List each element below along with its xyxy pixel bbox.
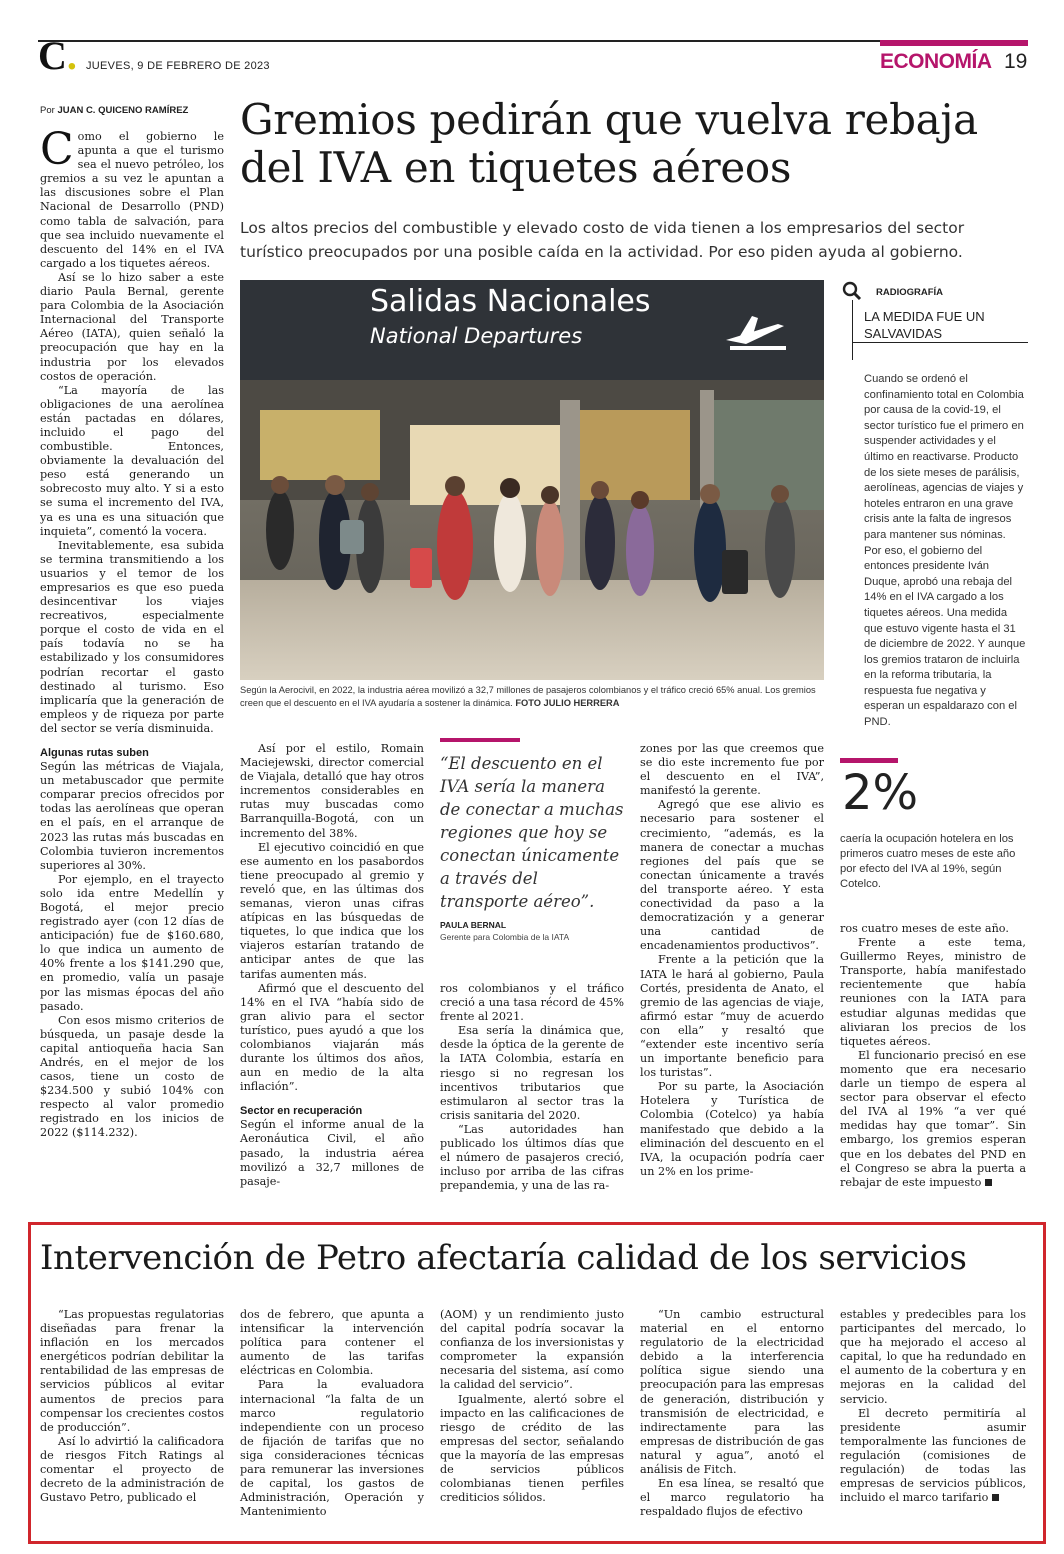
pull-quote-role: Gerente para Colombia de la IATA xyxy=(440,932,570,942)
stat-accent-bar xyxy=(840,758,898,763)
sidebar-rule-horizontal xyxy=(852,342,1028,343)
stat-value: 2% xyxy=(842,765,919,821)
sidebar-body: Cuando se ordenó el confinamiento total en Colombia por causa de la covid-19, el sector turístico fue el primero en suspender actividades y el último en reactivarse. Producto de los siete meses de parálisis, aerolíneas, agencias de viajes y hoteles entraron en una grave crisis ante la falta de ingresos para mantener sus nóminas. Por eso, el gobierno del entonces presidente Iván Duque, aprobó una rebaja del 14% en el IVA cargado a los tiquetes aéreos. Una medida que estuvo vigente hasta el 31 de diciembre de 2022. Y aunque los gremios trataron de incluirla en la reforma tributaria, la respuesta fue negativa y esperan un espaldarazo con el PND. xyxy=(864,373,1026,729)
second-article-headline: Intervención de Petro afectaría calidad de los servicios xyxy=(40,1238,967,1278)
subheading: Algunas rutas suben xyxy=(40,747,149,760)
pull-quote-name: PAULA BERNAL xyxy=(440,920,507,930)
section-label: ECONOMÍA xyxy=(880,50,992,73)
article-column-4: zones por las que creemos que se dio este incremento fue por el descuento en el IVA”, manifestó la gerente. Agregó que ese alivio es necesario para sostener el crecimiento, “además, es la manera de conectar a muchas regiones del país que se conectan únicamente a través del transporte aéreo. Y esta conectividad da paso a la democratización y a generar una cantidad de encadenamientos productivos”. Frente a la petición que la IATA le hará al gobierno, Paula Cortés, presidenta de Anato, el gremio de las agencias de viaje, afirmó estar “muy de acuerdo con ella” y resaltó que “extender este incentivo sería un importante beneficio para los turistas”. Por su parte, la Asociación Hotelera y Turística de Colombia (Cotelco) ya había manifestado que debido a la eliminación del descuento en el IVA, la ocupación podría caer un 2% en los prime- xyxy=(640,742,824,1178)
article-column-2: Así por el estilo, Romain Maciejewski, director comercial de Viajala, detalló que hay otros incrementos considerables en rutas muy buscadas como Barranquilla-Bogotá, con un incremento del 38%. El ejecutivo coincidió en que ese aumento en los pasabordos tiene preocupado al gremio y reveló que, en las últimas dos semanas, vieron unas cifras atípicas en las búsquedas de tiquetes, lo que indica que los viajeros estarían tratando de anticipar antes de que las tarifas aumenten más. Afirmó que el descuento del 14% en el IVA “había sido de gran alivio para el sector turístico, pues ayudó a que los colombianos viajarán más durante los últimos dos años, aun en medio de la alta inflación”. Sector en recuperación Según el informe anual de la Aeronáutica Civil, el año pasado, la industria aérea movilizó a 32,7 millones de pasaje- xyxy=(240,742,424,1188)
second-article-column-1: “Las propuestas regulatorias diseñadas para frenar la inflación en los mercados energéticos podrían debilitar la rentabilidad de las empresas de servicios públicos al evitar aumentos de precios para compensar los crecientes costos de producción”. Así lo advirtió la calificadora de riesgos Fitch Ratings al comentar el proyecto de decreto de la administración de Gustavo Petro, publicado el xyxy=(40,1308,224,1505)
photo-caption: Según la Aerocivil, en 2022, la industria aérea movilizó a 32,7 millones de pasajeros colombianos y el tráfico creció 65% anual. Los gremios creen que el descuento en el IVA ayudaría a sostener la dinámica. FOTO JULIO HERRERA xyxy=(240,685,816,708)
dropcap: C xyxy=(40,124,74,175)
second-article-column-3: (AOM) y un rendimiento justo del capital podría socavar la confianza de los inversionistas y comprometer la expansión necesaria del sistema, así como la calidad del servicio”. Igualmente, alertó sobre el impacto en las calificaciones de riesgo de crédito de las empresas del sector, señalando que la mayoría de las empresas de servicios públicos colombianas tienen perfiles crediticios sólidos. xyxy=(440,1308,624,1505)
pull-quote: “El descuento en el IVA sería la manera de conectar a muchas regiones que hoy se conectan únicamente a través del transporte aéreo”. xyxy=(440,754,624,911)
sidebar-label: RADIOGRAFÍA xyxy=(876,287,944,298)
departures-sign-en: National Departures xyxy=(370,324,583,348)
subheading: Sector en recuperación xyxy=(240,1105,363,1118)
article-column-3: ros colombianos y el tráfico creció a una tasa récord de 45% frente al 2021. Esa sería la dinámica que, desde la óptica de la gerente de la IATA Colombia, estaría en riesgo si no regresan los incentivos tributarios que estimularon al sector tras la crisis sanitaria del 2020. “Las autoridades han publicado los últimos días que el número de pasajeros creció, incluso por arriba de las cifras prepandemia, y una de las ra- xyxy=(440,982,624,1193)
sidebar-title: LA MEDIDA FUE UN SALVAVIDAS xyxy=(864,309,985,341)
page-number: 19 xyxy=(1004,50,1028,73)
end-mark xyxy=(992,1494,999,1501)
magnifier-icon xyxy=(842,281,862,301)
article-deck: Los altos precios del combustible y elevado costo de vida tienen a los empresarios del sector turístico preocupados por una posible caída en la actividad. Por eso piden ayuda al gobierno. xyxy=(240,219,965,261)
issue-date: JUEVES, 9 DE FEBRERO DE 2023 xyxy=(86,60,270,72)
byline: Por JUAN C. QUICENO RAMÍREZ xyxy=(40,105,189,116)
second-article-column-4: “Un cambio estructural material en el entorno regulatorio de la electricidad debido a la interferencia política sigue siendo una preocupación para las empresas de generación, distribución y transmisión de electricidad, e indirectamente para las empresas de distribución de gas natural y agua”, anotó el análisis de Fitch. En esa línea, se resaltó que el marco regulatorio ha respaldado flujos de efectivo xyxy=(640,1308,824,1519)
second-article-column-5: estables y predecibles para los participantes del mercado, lo que ha mejorado el acceso al capital, lo que ha redundado en el aumento de la cobertura y en mejoras en la calidad del servicio. El decreto permitiría al presidente asumir temporalmente las funciones de regulación (comisiones de regulación) de todas las empresas de servicios públicos, incluido el marco tarifario xyxy=(840,1308,1026,1505)
pull-quote-bar xyxy=(440,738,520,742)
airport-photo xyxy=(240,280,824,680)
section-accent-bar xyxy=(880,40,1028,46)
article-headline: Gremios pedirán que vuelva rebaja del IVA en tiquetes aéreos xyxy=(240,95,978,192)
departures-sign-es: Salidas Nacionales xyxy=(370,284,651,319)
second-article-column-2: dos de febrero, que apunta a intensificar la intervención política para contener el aumento de las tarifas eléctricas en Colombia. Para la evaluadora internacional “la falta de un marco regulatorio independiente con un proceso de fijación de tarifas que no siga consideraciones técnicas para remunerar las inversiones de capital, los gastos de Administración, Operación y Mantenimiento xyxy=(240,1308,424,1519)
newspaper-logo: C. xyxy=(38,33,77,78)
article-column-1: Como el gobierno le apunta a que el turismo sea el nuevo petróleo, los gremios a su vez le apuntan a las discusiones sobre el Plan Nacional de Desarrollo (PND) como tabla de salvación, para que sea incluido nuevamente el descuento del 14% en el IVA cargado a los tiquetes aéreos. Así se lo hizo saber a este diario Paula Bernal, gerente para Colombia de la Asociación Internacional del Transporte Aéreo (IATA), quien señaló la preocupación que hay en la industria por los elevados costos de operación. “La mayoría de las obligaciones de una aerolínea están pactadas en dólares, incluido el pago del combustible. Entonces, obviamente la devaluación del peso está generando un sobrecosto muy alto. Y si a esto se suma el incremento del IVA, ya es una es una situación que inquieta”, comentó la vocera. Inevitablemente, esa subida se termina transmitiendo a los usuarios y el temor de los empresarios es que eso pueda desincentivar los viajes recreativos, especialmente porque el costo de vida en el país todavía no se ha estabilizado y los consumidores podrían recortar el gasto destinado al turismo. Eso implicaría que la generación de empleos y de riqueza por parte del sector se vería disminuida. Algunas rutas suben Según las métricas de Viajala, un metabuscador que permite comparar precios ofrecidos por todas las aerolíneas que operan en el país, en el arranque de 2023 las rutas más buscadas en Colombia tuvieron incrementos superiores al 30%. Por ejemplo, en el trayecto solo ida entre Medellín y Bogotá, el mejor precio registrado ayer (con 12 días de anticipación) fue de $160.680, lo que indica un aumento de 40% frente a los $141.290 que, en promedio, valía un pasaje por las mismas épocas del año pasado. Con esos mismo criterios de búsqueda, un pasaje desde la capital antioqueña hacia San Andrés, en el mejor de los casos, tiene un costo de $234.500 y subió 104% con respecto al valor promedio registrado en los inicios de 2022 ($114.232). xyxy=(40,124,224,1140)
sidebar-rule xyxy=(852,300,853,360)
end-mark xyxy=(985,1179,992,1186)
stat-text: caería la ocupación hotelera en los primeros cuatro meses de este año por efecto del IVA al 19%, según Cotelco. xyxy=(840,833,1016,890)
article-column-5: ros cuatro meses de este año. Frente a este tema, Guillermo Reyes, ministro de Transporte, había manifestado recientemente que había reuniones con la IATA para estudiar algunas medidas que aliviaran los precios de los tiquetes aéreos. El funcionario precisó en ese momento que era necesario darle un tiempo de espera al sector para observar el efecto del IVA al 19% “a ver qué medidas hay que tomar”. Sin embargo, los gremios esperan que en los debates del PND en el Congreso se abra la puerta a rebajar de este impuesto xyxy=(840,922,1026,1189)
